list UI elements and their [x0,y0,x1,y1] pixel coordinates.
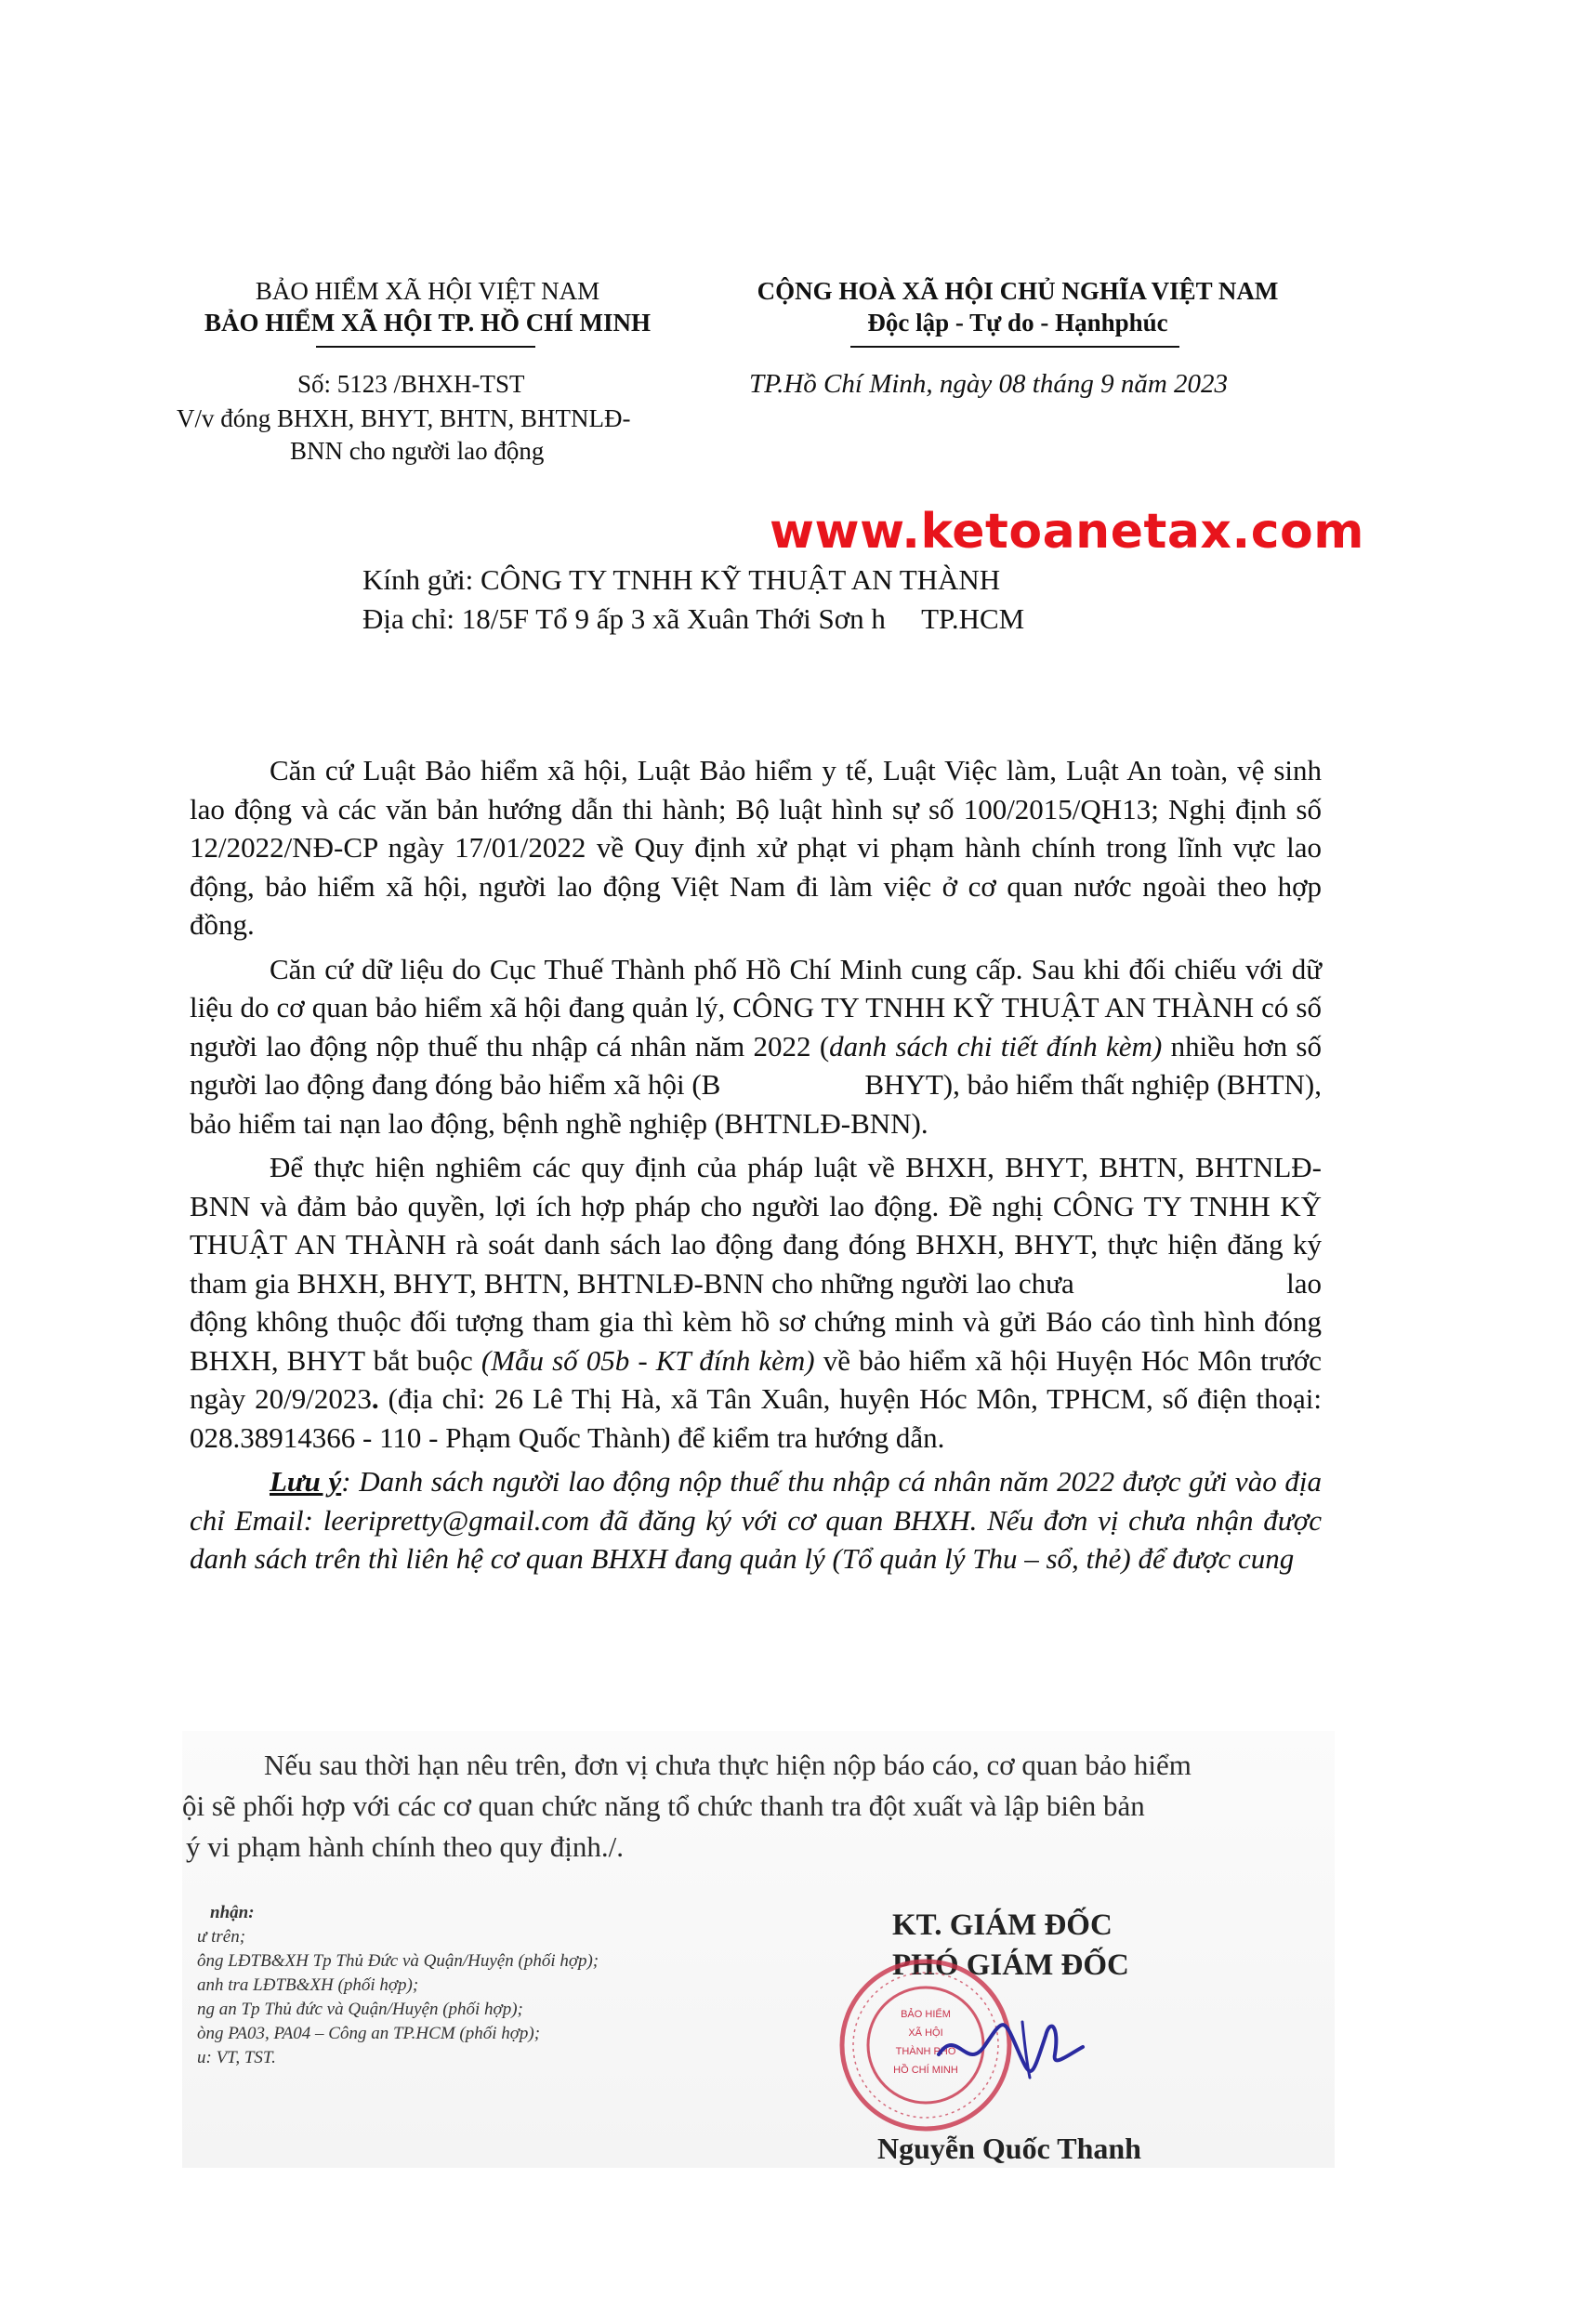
seal-line-1: BẢO HIỂM [901,2009,951,2020]
recipient-item: u: VT, TST. [197,2048,276,2067]
paragraph-request-dot: . [371,1382,379,1415]
recipients-list [197,1901,599,2070]
date-line: TP.Hồ Chí Minh, ngày 08 tháng 9 năm 2023 [749,369,1229,399]
body-text [190,751,1329,1578]
nation-title: CỘNG HOÀ XÃ HỘI CHỦ NGHĨA VIỆT NAM [757,277,1279,305]
closing-line-1: Nếu sau thời hạn nêu trên, đơn vị chưa thực hiện nộp báo cáo, cơ quan bảo hiểm [264,1749,1192,1781]
note-text: : Danh sách người lao động nộp thuế thu nhập cá nhân năm 2022 được gửi vào địa chỉ Email: leeripretty@gmail.com đã đăng ký với cơ quan BHXH. Nếu đơn vị chưa nhận được danh sách trên thì liên hệ cơ quan BHXH đang quản lý (Tổ quản lý Thu – sổ, thẻ) để được cung [190,1465,1323,1575]
subject-line-2: BNN cho người lao động [290,437,545,465]
closing-line-2: ội sẽ phối hợp với các cơ quan chức năng tổ chức thanh tra đột xuất và lập biên bản [182,1789,1145,1822]
recipient-item: ông LĐTB&XH Tp Thủ Đức và Quận/Huyện (phối hợp); [197,1951,599,1971]
agency-name: BẢO HIỂM XÃ HỘI TP. HỒ CHÍ MINH [204,309,652,337]
paragraph-tax-data-a: Căn cứ dữ liệu do Cục Thuế Thành phố Hồ Chí Minh cung cấp. Sau khi đối chiếu với dữ liệu do cơ quan bảo hiểm xã hội đang quản lý, CÔNG TY TNHH KỸ THUẬT AN THÀNH có số người lao động nộp thuế thu nhập cá nhân năm 2022 ( [190,952,1322,1063]
recipient-item: ng an Tp Thủ đức và Quận/Huyện (phối hợp); [197,2000,523,2019]
sign-title-1: KT. GIÁM ĐỐC [892,1908,1113,1942]
form-reference: (Mẫu số 05b - KT đính kèm) [481,1343,815,1377]
paragraph-request [190,1148,1329,1457]
paragraph-tax-data [190,950,1329,1143]
paragraph-legal-basis: Căn cứ Luật Bảo hiểm xã hội, Luật Bảo hiểm y tế, Luật Việc làm, Luật An toàn, vệ sinh lao động và các văn bản hướng dẫn thi hành; Bộ luật hình sự số 100/2015/QH13; Nghị định số 12/2022/NĐ-CP ngày 17/01/2022 về Quy định xử phạt vi phạm hành chính trong lĩnh vực lao động, bảo hiểm xã hội, người lao động Việt Nam đi làm việc ở cơ quan nước ngoài theo hợp đồng. [190,754,1322,941]
paragraph-note [190,1462,1322,1578]
paragraph-request-c: (địa chỉ: 26 Lê Thị Hà, xã Tân Xuân, huyện Hóc Môn, TPHCM, số điện thoại: 028.38914366 - 110 - Phạm Quốc Thành) để kiểm tra hướng dẫn. [190,1382,1322,1454]
attached-list-note: danh sách chi tiết đính kèm) [829,1029,1163,1063]
recipient-to: Kính gửi: CÔNG TY TNHH KỸ THUẬT AN THÀNH [362,563,1001,596]
recipient-item: òng PA03, PA04 – Công an TP.HCM (phối hợp); [197,2024,541,2043]
recipient-item: ư trên; [197,1927,246,1947]
seal-line-3: THÀNH PHỐ [895,2046,956,2057]
watermark-url: www.ketoanetax.com [770,504,1364,560]
recipients-label: nhận: [210,1903,255,1922]
signer-name: Nguyễn Quốc Thanh [877,2132,1141,2165]
agency-underline [316,346,535,348]
recipient-item: anh tra LĐTB&XH (phối hợp); [197,1975,419,1995]
document-number: Số: 5123 /BHXH-TST [297,370,525,398]
motto-underline [850,346,1179,348]
seal-line-4: HỒ CHÍ MINH [893,2065,958,2076]
seal-line-2: XÃ HỘI [908,2027,943,2039]
sign-title-2: PHÓ GIÁM ĐỐC [892,1948,1129,1982]
recipient-address: Địa chỉ: 18/5F Tổ 9 ấp 3 xã Xuân Thới Sơn h TP.HCM [362,602,1025,635]
paragraph-request-a: Để thực hiện nghiêm các quy định của pháp luật về BHXH, BHYT, BHTN, BHTNLĐ-BNN và đảm bảo quyền, lợi ích hợp pháp cho người lao động. Đề nghị CÔNG TY TNHH KỸ THUẬT AN THÀNH rà soát danh sách lao động đang đóng BHXH, BHYT, thực hiện đăng ký tham gia BHXH, BHYT, BHTN, BHTNLĐ-BNN cho những người lao chưa lao động không thuộc đối tượng tham gia thì kèm hồ sơ chứng minh và gửi Báo cáo tình hình đóng BHXH, BHYT bắt buộc [190,1151,1329,1377]
closing-line-3: ý vi phạm hành chính theo quy định./. [186,1830,624,1863]
subject-line-1: V/v đóng BHXH, BHYT, BHTN, BHTNLĐ- [177,404,631,432]
note-label: Lưu ý [270,1465,342,1498]
national-motto: Độc lập - Tự do - Hạnhphúc [867,309,1168,337]
paragraph-tax-data-b: nhiều hơn số người lao động đang đóng bảo hiểm xã hội (B BHYT), bảo hiểm thất nghiệp (BHTN), bảo hiểm tai nạn lao động, bệnh nghề nghiệp (BHTNLĐ-BNN). [190,1029,1329,1140]
paragraph-request-b: về bảo hiểm xã hội Huyện Hóc Môn trước ngày 20/9/2023 [190,1343,1323,1415]
handwritten-signature [929,1989,1097,2092]
agency-parent: BẢO HIỂM XÃ HỘI VIỆT NAM [255,277,600,305]
